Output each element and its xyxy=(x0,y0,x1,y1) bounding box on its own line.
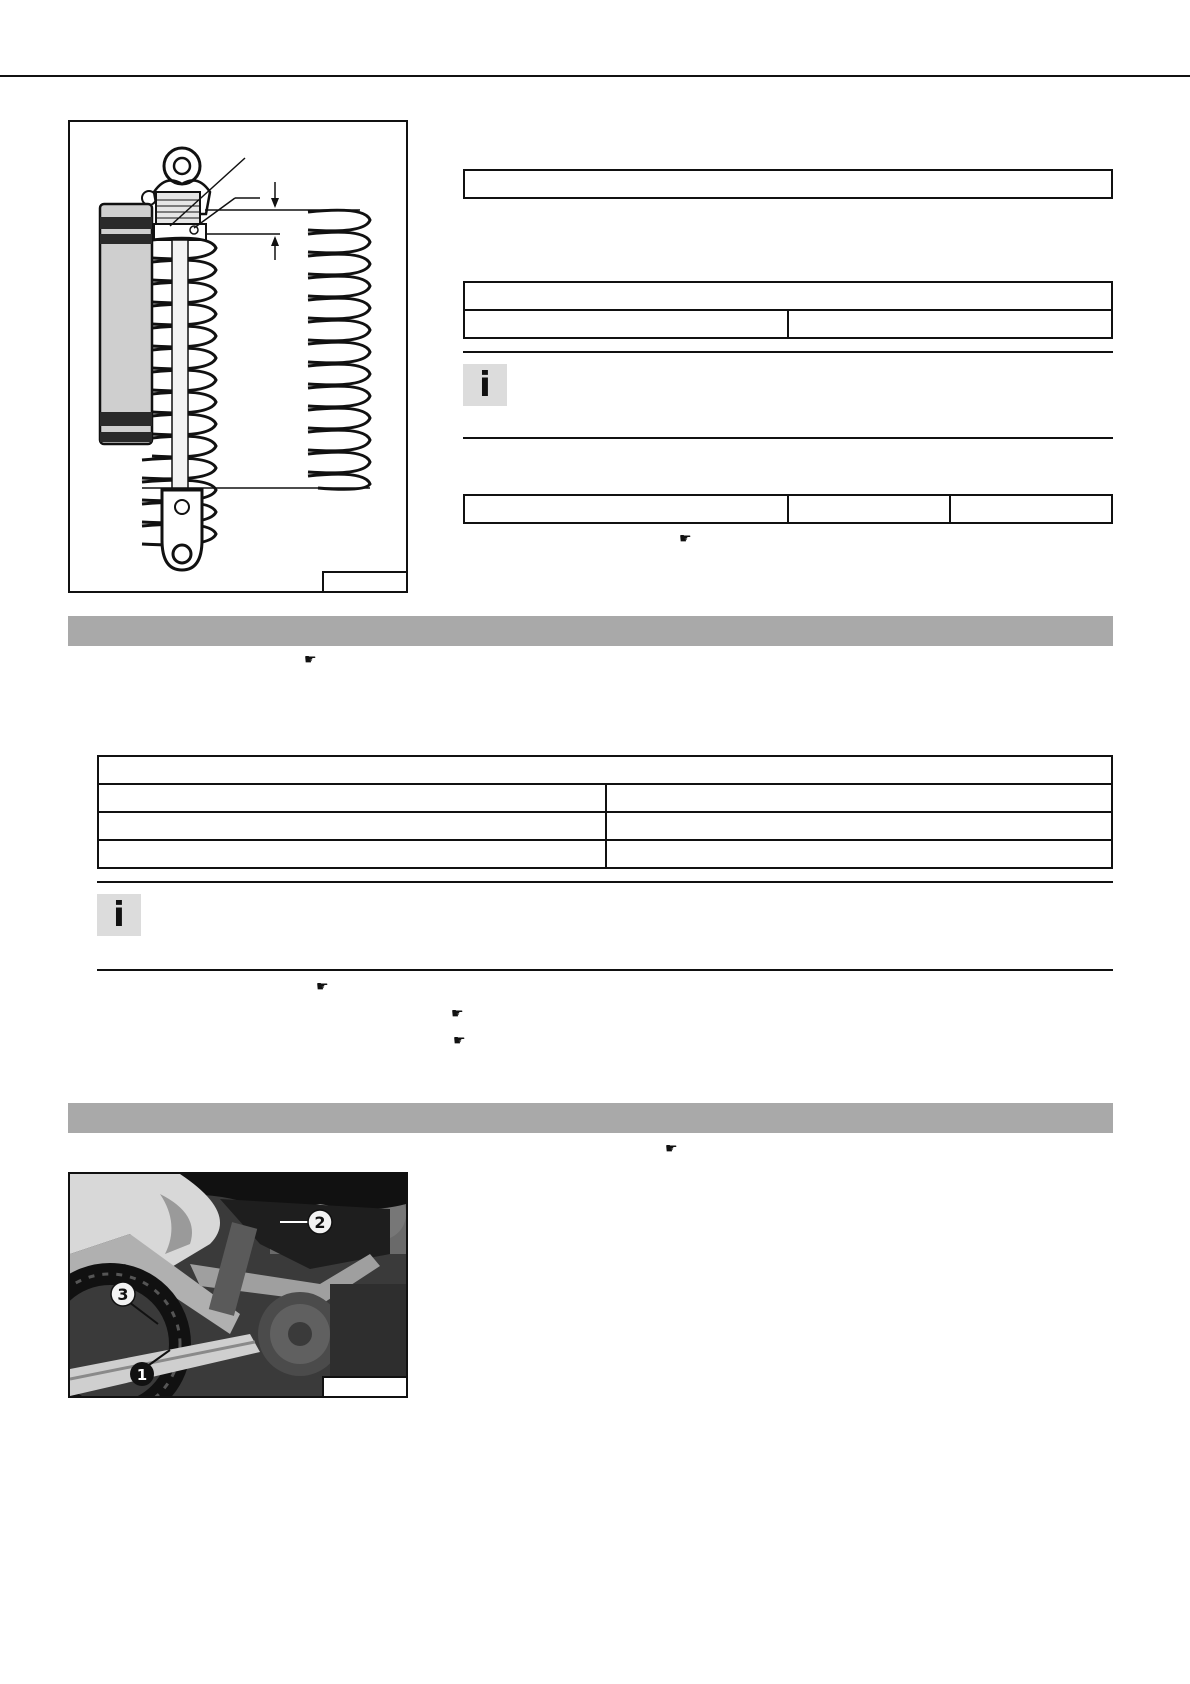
section-heading-band xyxy=(68,616,1113,646)
spec-table-3-cell xyxy=(463,494,789,524)
spec-box-1 xyxy=(463,169,1113,199)
spec-table-4-cell xyxy=(97,839,607,869)
pointing-hand-icon: ☛ xyxy=(304,652,317,668)
header-rule xyxy=(0,75,1190,77)
pointing-hand-icon: ☛ xyxy=(679,531,692,547)
pointing-hand-icon: ☛ xyxy=(316,979,329,995)
callout-2-label: 2 xyxy=(314,1213,326,1232)
spec-table-4-cell xyxy=(97,783,607,813)
callout-3-label: 3 xyxy=(117,1285,129,1304)
info-icon: i xyxy=(97,894,141,936)
spec-table-4-cell xyxy=(605,811,1113,841)
shock-absorber-illustration xyxy=(70,122,406,591)
spec-table-4-cell xyxy=(605,839,1113,869)
pointing-hand-icon: ☛ xyxy=(453,1033,466,1049)
spec-table-2 xyxy=(463,281,1113,339)
motorcycle-photo-figure xyxy=(68,1172,408,1398)
section-heading-band xyxy=(68,1103,1113,1133)
spec-table-4 xyxy=(97,755,1113,871)
pointing-hand-icon: ☛ xyxy=(451,1006,464,1022)
note-rule-top xyxy=(97,881,1113,883)
spec-table-2-cell xyxy=(463,309,789,339)
spec-table-4-cell xyxy=(97,811,607,841)
spec-table-3-cell xyxy=(949,494,1113,524)
note-rule-bottom xyxy=(97,969,1113,971)
spec-table-2-cell xyxy=(787,309,1113,339)
pointing-hand-icon: ☛ xyxy=(665,1141,678,1157)
figure-number-label xyxy=(322,1376,406,1396)
spec-table-3-cell xyxy=(787,494,951,524)
note-rule-bottom xyxy=(463,437,1113,439)
motorcycle-photo xyxy=(70,1174,406,1396)
spec-table-4-header xyxy=(97,755,1113,785)
callout-1-label: 1 xyxy=(136,1366,148,1384)
spec-table-3 xyxy=(463,494,1113,524)
info-icon: i xyxy=(463,364,507,406)
spec-table-2-header xyxy=(463,281,1113,311)
figure-number-label xyxy=(322,571,406,591)
note-rule-top xyxy=(463,351,1113,353)
shock-absorber-figure xyxy=(68,120,408,593)
spec-table-4-cell xyxy=(605,783,1113,813)
